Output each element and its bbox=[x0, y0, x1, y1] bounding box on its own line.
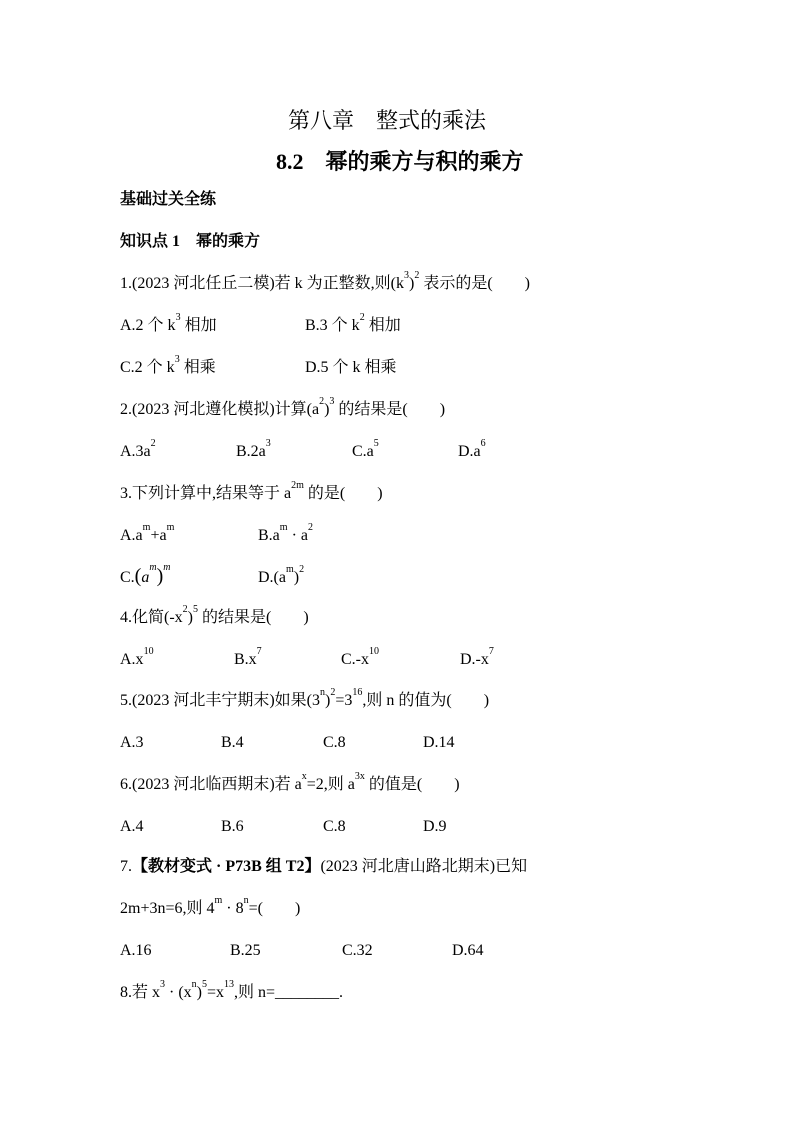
q3-option-d: $D.(a^m)^2$ bbox=[258, 564, 305, 586]
q6-option-d: D.9 bbox=[423, 818, 447, 835]
q7-textbook-tag: 【教材变式 · P73B 组 T2】 bbox=[132, 858, 321, 875]
q5-option-c: C.8 bbox=[323, 734, 346, 751]
q3-option-a: $A.a^m+a^m$ bbox=[120, 522, 175, 544]
question-6: 6.(2023 河北临西期末)若 $a^x=2$,则 $a^{3x}$ 的值是( ) bbox=[120, 771, 460, 793]
question-7: 7.【教材变式 · P73B 组 T2】(2023 河北唐山路北期末)已知 bbox=[120, 858, 528, 875]
q6-option-a: A.4 bbox=[120, 818, 144, 835]
question-5: 5.(2023 河北丰宁期末)如果$(3^n)^2=3^{16}$,则 n 的值为( ) bbox=[120, 687, 490, 709]
q3-option-c: $C.(a^m)^m$ bbox=[120, 562, 171, 587]
q4-option-a: $A.x^{10}$ bbox=[120, 646, 154, 668]
q5-option-d: D.14 bbox=[423, 734, 455, 751]
q1-mid: ) bbox=[409, 275, 415, 292]
q7-option-b: B.25 bbox=[230, 942, 261, 959]
q1-exp1: 3 bbox=[404, 270, 409, 281]
q2-option-a: $A.3a^2$ bbox=[120, 438, 156, 460]
q1-option-c: C.2 个 $k^3$ 相乘 bbox=[120, 354, 216, 376]
q7-option-d: D.64 bbox=[452, 942, 484, 959]
q3-option-b: $B.a^m \cdot a^2$ bbox=[258, 522, 313, 544]
q6-option-c: C.8 bbox=[323, 818, 346, 835]
q4-option-c: $C.-x^{10}$ bbox=[341, 646, 379, 668]
question-3: 3.下列计算中,结果等于 $a^{2m}$ 的是( ) bbox=[120, 480, 383, 502]
section-title: 8.2 幂的乘方与积的乘方 bbox=[276, 149, 524, 174]
question-7-line2: 2m+3n=6,则 $4^m \cdot 8^n=$( ) bbox=[120, 895, 301, 917]
q1-option-a: A.2 个 $k^3$ 相加 bbox=[120, 312, 217, 334]
q1-prefix: 1.(2023 河北任丘二模)若 k 为正整数,则(k bbox=[120, 275, 404, 292]
question-2: 2.(2023 河北遵化模拟)计算$(a^2)^3$ 的结果是( ) bbox=[120, 396, 446, 418]
question-4: 4.化简$(-x^2)^5$ 的结果是( ) bbox=[120, 604, 309, 626]
q2-option-b: $B.2a^3$ bbox=[236, 438, 271, 460]
q4-option-d: $D.-x^7$ bbox=[460, 646, 494, 668]
q1-option-b: B.3 个 $k^2$ 相加 bbox=[305, 312, 401, 334]
q7-option-a: A.16 bbox=[120, 942, 152, 959]
chapter-title: 第八章 整式的乘法 bbox=[288, 108, 487, 133]
q7-option-c: C.32 bbox=[342, 942, 373, 959]
q1-option-d: D.5 个 k 相乘 bbox=[305, 359, 397, 376]
q5-option-b: B.4 bbox=[221, 734, 244, 751]
question-8: 8.若 $x^3 \cdot (x^n)^5=x^{13}$,则 n=________. bbox=[120, 979, 344, 1001]
q1-suffix: 表示的是( ) bbox=[419, 275, 530, 292]
q2-option-c: $C.a^5$ bbox=[352, 438, 379, 460]
part-heading: 基础过关全练 bbox=[120, 191, 217, 208]
q5-option-a: A.3 bbox=[120, 734, 144, 751]
q4-option-b: $B.x^7$ bbox=[234, 646, 262, 668]
q1-exp2: 2 bbox=[414, 270, 420, 281]
q2-option-d: $D.a^6$ bbox=[458, 438, 486, 460]
q6-option-b: B.6 bbox=[221, 818, 244, 835]
question-1 bbox=[120, 270, 530, 294]
topic-heading: 知识点 1 幂的乘方 bbox=[120, 233, 261, 250]
